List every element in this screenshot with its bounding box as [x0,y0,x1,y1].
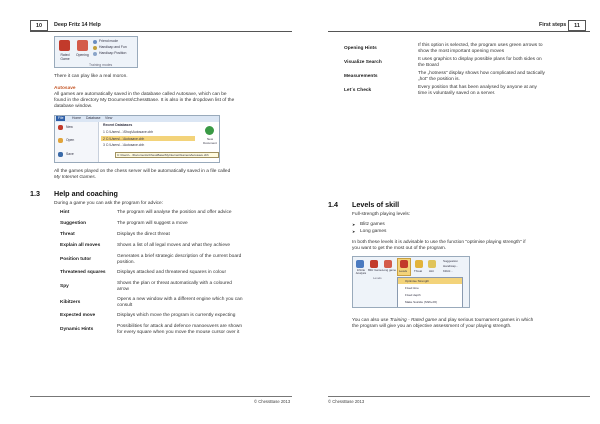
new-icon [58,125,63,130]
term-label: Threatened squares [60,270,106,275]
term-label: Dynamic Hints [60,327,94,332]
term-description: time is voluntarily saved on a server. [418,91,496,96]
save-icon [58,152,63,157]
term-description: Opens a new window with a different engine which you can [117,297,243,302]
recent-item[interactable]: 1 C:\Users\...\Shop\Autosave.cbh [103,130,154,134]
page-number: 11 [568,20,586,31]
header-rule [328,31,590,32]
kibitz-item[interactable]: Kibitz... [443,269,453,273]
bullet-item: Blitz games [360,222,385,227]
long-game-icon [384,260,392,268]
advice-text: In both these levels it is advisable to use the function "optimise playing strength" if [352,240,526,245]
menu-item-open[interactable]: Open [66,138,75,142]
training-rated-game: Training - Rated game [389,318,438,323]
tab-database[interactable]: Database [86,116,101,120]
term-description: „hot“ the position is. [418,77,460,82]
term-description: Displays attacked and threatened squares in colour [117,270,227,275]
term-description: Possibilities for attack and defence manoeuvers are shown [117,324,243,329]
menu-optimise-strength[interactable]: Optimise Strength [405,279,430,283]
long-game-label[interactable]: Long game [382,268,396,272]
term-label: Let´s Check [344,88,372,93]
header-rule [30,31,292,32]
handicap-position-icon [93,52,97,56]
section-number: 1.4 [328,200,338,209]
advice-text: you want to get the most out of the program. [352,246,447,251]
recent-databases-title: Recent Databases [103,123,133,127]
right-header [328,20,590,31]
tab-file[interactable]: File [58,116,64,120]
footer-rule [30,396,292,397]
tail-text: the program will give you an objective assessment of your playing strength. [352,324,512,329]
bullet-icon: ➤ [352,229,356,234]
term-description: Displays which move the program is currently expecting [117,313,236,318]
handicap-fun-item: Handicap and Fun [99,45,127,49]
recent-item[interactable]: 2 C:\Users\...\Autosave.cbh [103,136,145,141]
suggestion-item[interactable]: Suggestion [443,259,459,263]
section-intro: During a game you can ask the program for advice: [54,201,164,206]
rated-game-icon [59,40,70,51]
hint-icon [428,260,436,268]
menu-fixed-time[interactable]: Fixed time [405,286,419,290]
section-intro: Full-strength playing levels: [352,212,411,217]
handicap-icon [93,46,97,50]
term-description: show the most important opening moves [418,49,505,54]
term-description: Every position that has been analysed by anyone at any [418,85,537,90]
menu-make-suicide[interactable]: Make Suicide (Shift+F6) [405,300,438,304]
section-title: Levels of skill [352,200,400,209]
friend-mode-icon [93,40,97,44]
term-description: for every square when you move the mouse cursor over it [117,330,240,335]
term-label: Visualize Search [344,60,382,65]
open-icon [58,138,63,143]
path-tooltip-text: C:\Users\...\Documents\ChessBase\MyInternet\Games\Autosave.cbh [117,153,209,157]
new-document-label[interactable]: New Document [203,137,217,145]
autosave-heading: Autosave [54,86,76,91]
my-internet-games: My Internet Games. [54,175,97,180]
term-description: Shows the plan or threat automatically with a coloured [117,281,232,286]
hint-label[interactable]: Hint [429,269,434,273]
new-document-icon [205,126,214,135]
section-number: 1.3 [30,189,40,198]
ribbon-group-label: Training modes [89,63,113,67]
term-label: Expected move [60,313,96,318]
term-label: Suggestion [60,221,87,226]
rated-game-label: Rated Game [60,53,70,61]
term-description: the Board [418,63,439,68]
menu-item-new[interactable]: New [66,125,73,129]
blitz-game-label[interactable]: Blitz Game [368,268,382,272]
ribbon-group-label: Levels [373,276,382,280]
footer-text: © ChessBase 2013 [254,399,291,404]
handicap-item[interactable]: Handicap... [443,264,459,268]
term-label: Kibitzers [60,300,81,305]
right-page [300,0,600,424]
bullet-item: Long games [360,229,387,234]
autosave-text: database window. [54,104,93,109]
autosave-text: found in the directory My Documents\ChessBase. It is also in the dropdown list of the [54,98,235,103]
footer-rule [328,396,590,397]
term-label: Position tutor [60,257,92,262]
term-description: Shows a list of all legal moves and what they achieve [117,243,231,248]
term-label: Measurements [344,74,378,79]
autosave-text: All games are automatically saved in the database called Autosave, which can be [54,92,227,97]
threat-icon [415,260,423,268]
bullet-icon: ➤ [352,222,356,227]
ribbon-screenshot [54,36,138,68]
term-description: arrow [117,287,129,292]
term-description: The program will suggest a move [117,221,188,226]
infinite-analysis-label[interactable]: Infinite Analysis [355,268,367,275]
levels-label[interactable]: Levels [399,269,408,273]
term-label: Threat [60,232,75,237]
term-description: position. [117,260,135,265]
recent-item[interactable]: 3 C:\Users\...\Autosave.cbh [103,143,145,147]
term-description: The „hotness“ display shows how complicated and tactically [418,71,545,76]
term-description: Displays the direct threat [117,232,170,237]
term-label: Hint [60,210,70,215]
saved-games-text: All the games played on the chess server will be automatically saved in a file called [54,169,231,174]
section-title: Help and coaching [54,189,118,198]
infinite-analysis-icon [356,260,364,268]
file-menu-screenshot [54,115,220,163]
footer-text: © ChessBase 2013 [328,399,365,404]
tab-home[interactable]: Home [72,116,82,120]
term-description: It uses graphics to display possible plans for both sides on [418,57,542,62]
threat-label[interactable]: Threat [414,269,423,273]
left-header [30,20,292,31]
opening-icon [77,40,88,51]
handicap-position-item: Handicap Position [99,51,127,55]
tail-text-part: You can also use [352,318,390,323]
header-title: Deep Fritz 14 Help [54,22,101,28]
tail-text-part: and play serious tournament games in which [437,318,534,323]
term-description: The program will analyse the position and offer advice [117,210,232,215]
menu-item-save[interactable]: Save [66,152,74,156]
term-label: Spy [60,284,69,289]
term-description: consult [117,303,133,308]
menu-fixed-depth[interactable]: Fixed depth [405,293,421,297]
friend-mode-item: Friend mode [99,39,119,43]
term-label: Explain all moves [60,243,101,248]
opening-label: Opening [76,53,89,57]
moron-text: There it can play like a real moron. [54,74,128,79]
levels-icon [400,260,408,268]
blitz-game-icon [370,260,378,268]
term-label: Opening Hints [344,46,377,51]
term-description: If this option is selected, the program uses green arrows to [418,43,543,48]
term-description: Generates a brief strategic description of the current board [117,254,242,259]
levels-screenshot [352,256,470,308]
header-title: First steps [539,22,567,28]
page-number: 10 [30,20,48,31]
tab-view[interactable]: View [105,116,113,120]
